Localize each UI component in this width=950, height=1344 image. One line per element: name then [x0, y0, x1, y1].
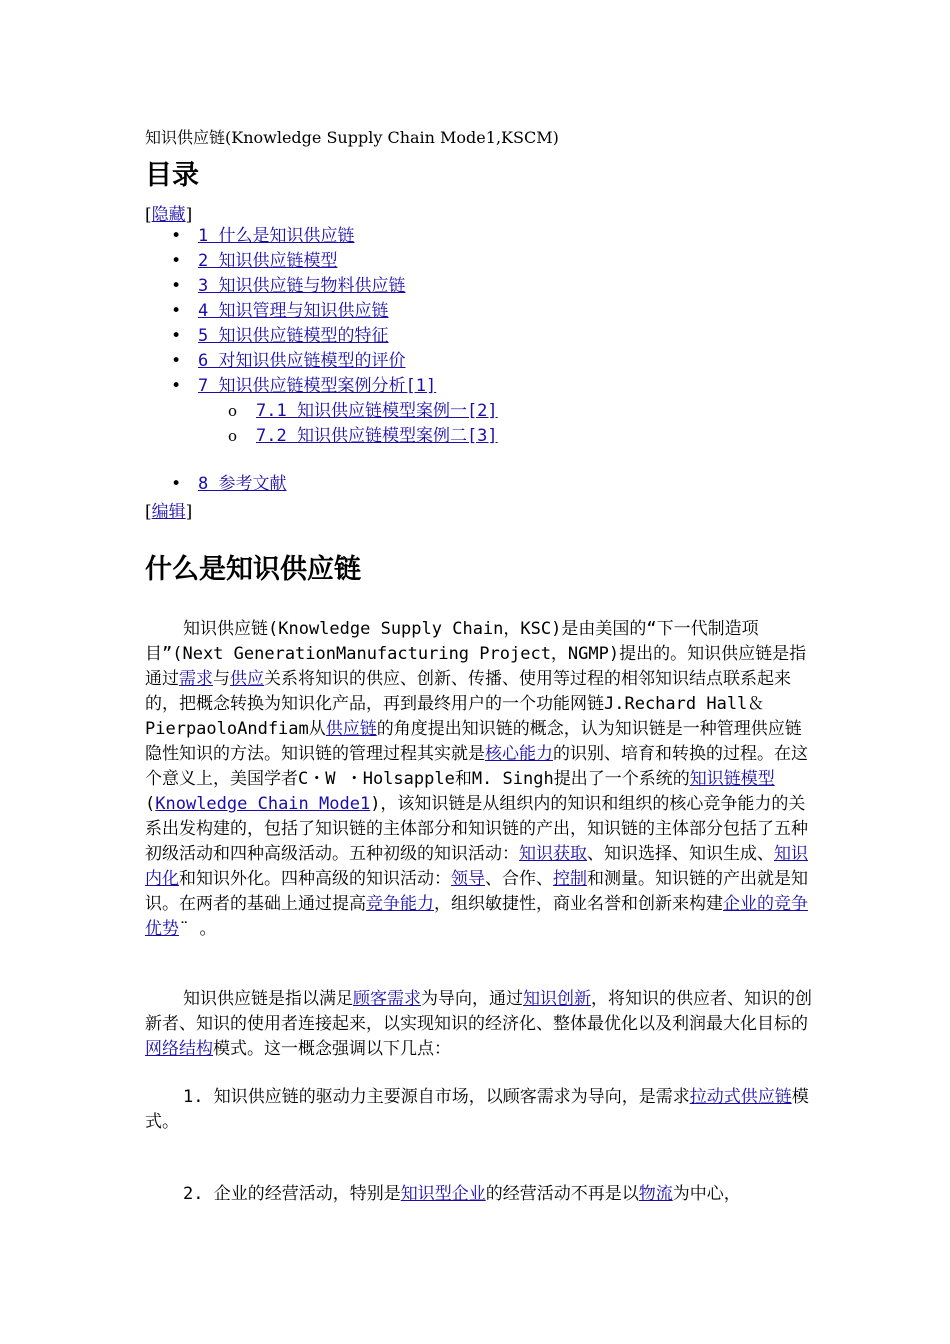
text: 知识供应链(Knowledge Supply Chain，KSC)是由美国的“下一代制造项目”(Next GenerationManufacturing Project，NGMP)提出的。知识供应链是指通过: [145, 619, 807, 689]
bullet: •: [171, 226, 182, 246]
link-control[interactable]: 控制: [553, 869, 587, 889]
text: 关系将知识的供应、创新、传播、使用等过程的相邻知识结点联系起来的，把概念转换为知识化产品，再到最终用户的一个功能网链J.Rechard Hall＆ PierpaoloAndfiam从: [145, 669, 791, 739]
bracket-close: ]: [185, 502, 193, 522]
bullet: •: [171, 251, 182, 271]
bullet: •: [171, 326, 182, 346]
bracket-open: [: [145, 205, 152, 225]
link-knowledge-enterprise[interactable]: 知识型企业: [400, 1184, 486, 1204]
toc-link-5[interactable]: 5 知识供应链模型的特征: [198, 326, 389, 346]
text: ，将知识的供应者、知识的创新者、知识的使用者连接起来，以实现知识的经济化、整体最优化以及利润最大化目标的: [145, 989, 812, 1034]
toc-link-2[interactable]: 2 知识供应链模型: [198, 251, 338, 271]
toc-link-1[interactable]: 1 什么是知识供应链: [198, 226, 355, 246]
toc-hide-control: [145, 200, 192, 225]
text: 的识别、培育和转换的过程。在这个意义上，美国学者C・W ・Holsapple和M. Singh提出了一个系统的: [145, 744, 808, 789]
link-demand[interactable]: 需求: [179, 669, 213, 689]
section-heading: 什么是知识供应链: [145, 554, 361, 585]
link-customer-demand[interactable]: 顾客需求: [353, 989, 421, 1009]
link-pull-supply-chain[interactable]: 拉动式供应链: [689, 1087, 792, 1107]
link-leadership[interactable]: 领导: [451, 869, 485, 889]
bullet: •: [171, 351, 182, 371]
edit-link[interactable]: 编辑: [151, 502, 186, 522]
link-logistics[interactable]: 物流: [638, 1184, 673, 1204]
section-edit-control: [145, 497, 192, 522]
bullet: •: [171, 376, 182, 396]
link-knowledge-acquisition[interactable]: 知识获取: [519, 844, 587, 864]
link-supply[interactable]: 供应: [230, 669, 264, 689]
text: 2. 企业的经营活动，特别是: [183, 1184, 401, 1204]
text: 模式。这一概念强调以下几点：: [213, 1039, 451, 1059]
text: 模式。: [145, 1087, 809, 1132]
link-network-structure[interactable]: 网络结构: [145, 1039, 213, 1059]
sub-bullet: o: [228, 427, 238, 445]
link-knowledge-innovation[interactable]: 知识创新: [523, 989, 591, 1009]
paragraph-point-2: [145, 1182, 815, 1207]
text: 和知识外化。四种高级的知识活动：: [179, 869, 451, 889]
text: 知识供应链是指以满足: [183, 989, 353, 1009]
text: 的经营活动不再是以: [485, 1184, 639, 1204]
text: (: [145, 794, 156, 814]
bullet: •: [171, 474, 182, 494]
link-knowledge-chain-mode1[interactable]: Knowledge Chain Mode1: [155, 794, 371, 814]
link-competitiveness[interactable]: 竞争能力: [366, 894, 434, 914]
bullet: •: [171, 301, 182, 321]
paragraph-point-1: [145, 1085, 815, 1135]
toc-link-6[interactable]: 6 对知识供应链模型的评价: [198, 351, 406, 371]
bracket-close: ]: [185, 205, 193, 225]
toc-link-3[interactable]: 3 知识供应链与物料供应链: [198, 276, 406, 296]
link-competitive-advantage[interactable]: 企业的竞争优势: [145, 894, 808, 939]
toc-link-4[interactable]: 4 知识管理与知识供应链: [198, 301, 389, 321]
text: )，该知识链是从组织内的知识和组织的核心竞争能力的关系出发构建的，包括了知识链的主体部分和知识链的产出，知识链的主体部分包括了五种初级活动和四种高级活动。五种初级的知识活动：: [145, 794, 808, 864]
link-knowledge-chain-model[interactable]: 知识链模型: [689, 769, 775, 789]
text: 、知识选择、知识生成、: [587, 844, 774, 864]
text: 1. 知识供应链的驱动力主要源自市场，以顾客需求为导向，是需求: [183, 1087, 690, 1107]
toc-title: 目录: [145, 160, 199, 191]
toc-link-8[interactable]: 8 参考文献: [198, 474, 287, 494]
bullet: •: [171, 276, 182, 296]
paragraph-concept: [145, 987, 815, 1062]
text: 的角度提出知识链的概念，认为知识链是一种管理供应链隐性知识的方法。知识链的管理过程其实就是: [145, 719, 802, 764]
link-knowledge-internalization[interactable]: 知识内化: [145, 844, 808, 889]
document-subtitle: 知识供应链(Knowledge Supply Chain Mode1,KSCM): [145, 128, 559, 147]
bracket-open: [: [145, 502, 152, 522]
text: ¨ 。: [179, 919, 217, 939]
sub-bullet: o: [228, 402, 238, 420]
paragraph-definition: [145, 617, 815, 942]
toc-hide-link[interactable]: 隐藏: [151, 205, 186, 225]
link-core-competence[interactable]: 核心能力: [485, 744, 553, 764]
text: 为中心，: [672, 1184, 741, 1204]
toc-link-7-2[interactable]: 7.2 知识供应链模型案例二[3]: [256, 426, 498, 446]
text: 与: [213, 669, 230, 689]
toc-link-7-1[interactable]: 7.1 知识供应链模型案例一[2]: [256, 401, 498, 421]
link-supply-chain[interactable]: 供应链: [325, 719, 377, 739]
text: 、合作、: [485, 869, 553, 889]
toc-link-7[interactable]: 7 知识供应链模型案例分析[1]: [198, 376, 437, 396]
text: ，组织敏捷性，商业名誉和创新来构建: [434, 894, 723, 914]
text: 和测量。知识链的产出就是知识。在两者的基础上通过提高: [145, 869, 808, 914]
text: 为导向，通过: [421, 989, 523, 1009]
